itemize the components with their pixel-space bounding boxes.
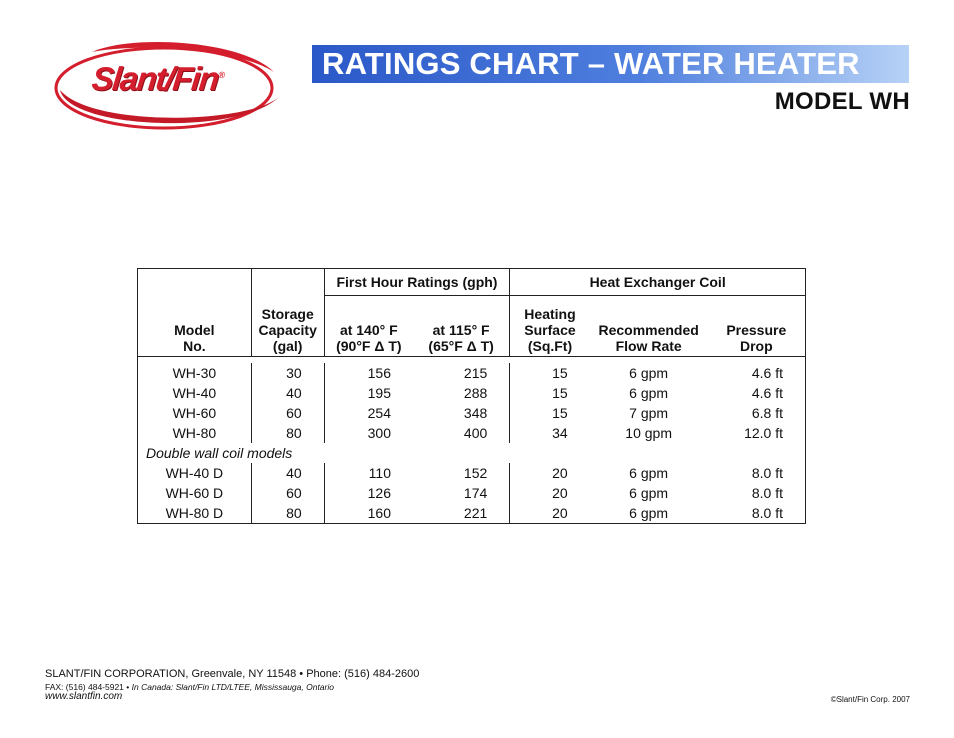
table-row <box>138 383 806 403</box>
cell-at140: 126 <box>324 483 413 503</box>
col-header-flow: Recommended Flow Rate <box>598 322 699 354</box>
cell-storage: 40 <box>251 383 324 403</box>
footer-fax: FAX: (516) 484-5921 • <box>45 682 132 692</box>
cell-storage: 80 <box>251 503 324 524</box>
cell-surface: 20 <box>510 503 590 524</box>
section-label: Double wall coil models <box>146 445 293 461</box>
footer-canada: In Canada: Slant/Fin LTD/LTEE, Mississauga, Ontario <box>131 682 334 692</box>
cell-at140: 195 <box>324 383 413 403</box>
cell-storage: 80 <box>251 423 324 443</box>
col-header-at115: at 115° F (65°F Δ T) <box>428 322 494 354</box>
cell-model: WH-30 <box>172 365 217 381</box>
cell-storage: 30 <box>251 363 324 383</box>
cell-surface: 20 <box>510 463 590 483</box>
cell-at140: 156 <box>324 363 413 383</box>
cell-model: WH-40 <box>172 385 217 401</box>
cell-at140: 300 <box>324 423 413 443</box>
table-body <box>138 357 806 524</box>
cell-flow: 7 gpm <box>629 405 669 421</box>
cell-surface: 20 <box>510 483 590 503</box>
table-row <box>138 463 806 483</box>
blank-header <box>251 269 324 296</box>
model-subtitle: MODEL WH <box>774 88 910 115</box>
cell-model: WH-80 D <box>138 503 252 524</box>
table-row <box>138 363 806 383</box>
cell-flow: 6 gpm <box>629 465 669 481</box>
page-title: RATINGS CHART – WATER HEATER <box>322 46 860 81</box>
col-header-model: Model No. <box>174 322 215 354</box>
col-header-storage: Storage Capacity (gal) <box>251 296 324 357</box>
cell-storage: 40 <box>251 463 324 483</box>
col-header-drop: Pressure Drop <box>726 322 787 354</box>
col-header-surface: Heating Surface (Sq.Ft) <box>510 296 590 357</box>
cell-model: WH-60 <box>172 405 217 421</box>
footer-address: SLANT/FIN CORPORATION, Greenvale, NY 11548 • Phone: (516) 484-2600 <box>45 668 420 680</box>
group-header-first-hour: First Hour Ratings (gph) <box>324 269 510 296</box>
cell-flow: 10 gpm <box>625 425 672 441</box>
cell-at140: 160 <box>324 503 413 524</box>
cell-drop: 4.6 ft <box>751 385 783 401</box>
cell-model: WH-40 D <box>165 465 224 481</box>
logo-wordmark: Slant/Fin® <box>90 60 226 97</box>
blank-header <box>138 269 252 296</box>
cell-drop: 8.0 ft <box>708 503 806 524</box>
table-group-header-row <box>138 269 806 296</box>
title-banner <box>312 45 909 83</box>
cell-at115: 215 <box>463 365 488 381</box>
cell-at115: 174 <box>463 485 488 501</box>
cell-drop: 12.0 ft <box>744 425 783 441</box>
table-row <box>138 423 806 443</box>
table-row <box>138 403 806 423</box>
cell-at115: 288 <box>463 385 488 401</box>
section-label-row <box>138 443 806 463</box>
col-header-at140: at 140° F (90°F Δ T) <box>324 296 413 357</box>
cell-surface: 34 <box>510 423 590 443</box>
cell-model: WH-80 <box>172 425 217 441</box>
table-row <box>138 503 806 524</box>
cell-drop: 6.8 ft <box>751 405 783 421</box>
cell-surface: 15 <box>510 383 590 403</box>
cell-drop: 8.0 ft <box>751 485 783 501</box>
cell-drop: 4.6 ft <box>751 365 783 381</box>
footer-copyright: ©Slant/Fin Corp. 2007 <box>830 695 910 704</box>
cell-at115: 152 <box>463 465 488 481</box>
cell-at115: 400 <box>463 425 488 441</box>
cell-at140: 254 <box>324 403 413 423</box>
table-header-row <box>138 296 806 357</box>
cell-at140: 110 <box>324 463 413 483</box>
cell-drop: 8.0 ft <box>751 465 783 481</box>
cell-storage: 60 <box>251 403 324 423</box>
slantfin-logo <box>52 38 284 134</box>
table-row <box>138 483 806 503</box>
ratings-table <box>137 268 806 524</box>
cell-flow: 6 gpm <box>590 503 708 524</box>
cell-flow: 6 gpm <box>629 485 669 501</box>
cell-flow: 6 gpm <box>629 385 669 401</box>
footer-website-link[interactable]: www.slantfin.com <box>45 691 123 702</box>
cell-flow: 6 gpm <box>629 365 669 381</box>
group-header-coil: Heat Exchanger Coil <box>510 269 806 296</box>
cell-at115: 348 <box>463 405 488 421</box>
cell-storage: 60 <box>251 483 324 503</box>
cell-surface: 15 <box>510 403 590 423</box>
cell-surface: 15 <box>510 363 590 383</box>
cell-model: WH-60 D <box>165 485 224 501</box>
cell-at115: 221 <box>413 503 510 524</box>
